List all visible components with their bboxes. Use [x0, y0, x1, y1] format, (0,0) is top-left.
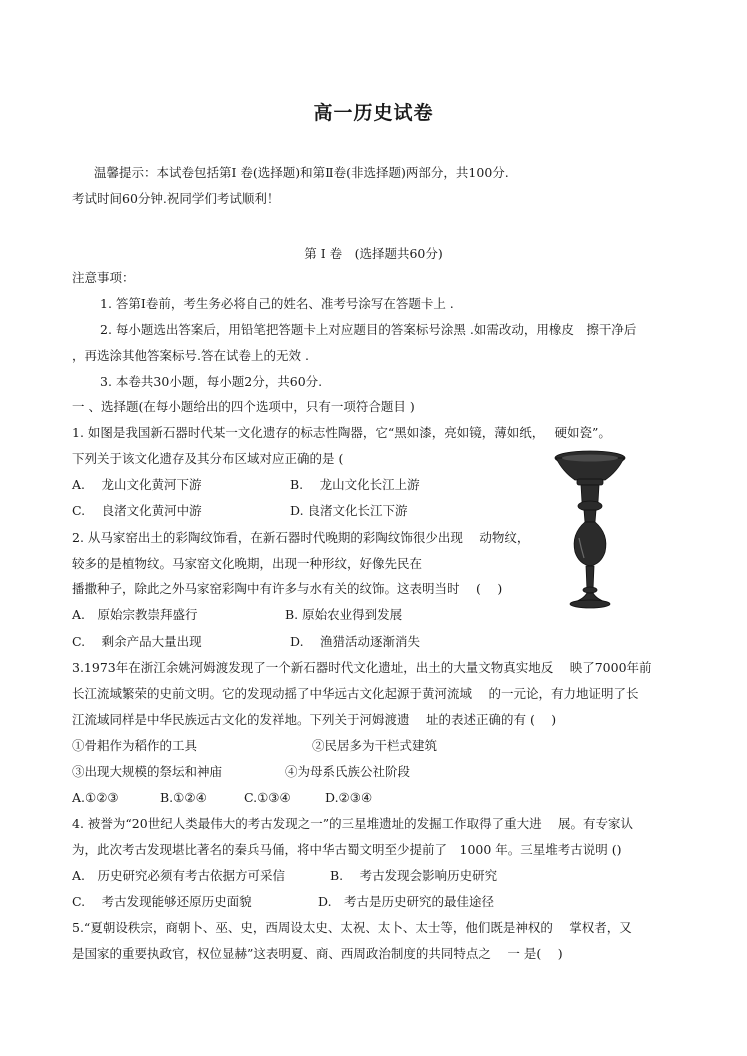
question-3-option-b: B.①②④	[160, 790, 207, 805]
note-2: 2. 每小题选出答案后，用铅笔把答题卡上对应题目的答案标号涂黑 .如需改动，用橡皮 擦干净后	[100, 322, 637, 337]
note-3: 3. 本卷共30小题，每小题2分，共60分.	[100, 374, 323, 389]
question-1-stem-cont: 下列关于该文化遗存及其分布区域对应正确的是 (	[72, 451, 344, 466]
question-1-option-d: D. 良渚文化长江下游	[290, 503, 408, 518]
question-2-option-b: B. 原始农业得到发展	[285, 607, 403, 622]
question-1-option-a: A. 龙山文化黄河下游	[72, 477, 202, 492]
note-2-cont: ，再选涂其他答案标号.答在试卷上的无效 .	[72, 348, 309, 363]
black-pottery-goblet-icon	[553, 448, 627, 610]
note-1: 1. 答第Ⅰ卷前，考生务必将自己的姓名、准考号涂写在答题卡上 .	[100, 296, 454, 311]
question-4-option-c: C. 考古发现能够还原历史面貌	[72, 894, 252, 909]
question-4-option-b: B. 考古发现会影响历史研究	[330, 868, 498, 883]
question-2-option-c: C. 剩余产品大量出现	[72, 634, 202, 649]
question-3-option-a: A.①②③	[72, 790, 119, 805]
question-4-option-a: A. 历史研究必须有考古依据方可采信	[72, 868, 286, 883]
question-3-option-c: C.①③④	[244, 790, 291, 805]
question-1-option-b: B. 龙山文化长江上游	[290, 477, 420, 492]
question-1-option-c: C. 良渚文化黄河中游	[72, 503, 202, 518]
question-3-stem-cont-1: 长江流域繁荣的史前文明。它的发现动摇了中华远古文化起源于黄河流域 的一元论，有力地证明了长	[72, 686, 639, 701]
question-2-stem-cont-2: 播撒种子，除此之外马家窑彩陶中有许多与水有关的纹饰。这表明当时 ( )	[72, 581, 503, 596]
question-3-statement-4: ④为母系氏族公社阶段	[285, 764, 411, 779]
question-2-stem-cont-1: 较多的是植物纹。马家窑文化晚期，出现一种形纹，好像先民在	[72, 556, 423, 571]
question-4-option-d: D. 考古是历史研究的最佳途径	[318, 894, 495, 909]
section-heading: 第 Ⅰ 卷 (选择题共60分)	[304, 246, 443, 261]
question-3-statement-1: ①骨耜作为稻作的工具	[72, 738, 198, 753]
question-3-option-d: D.②③④	[325, 790, 373, 805]
question-2-stem: 2. 从马家窑出土的彩陶纹饰看，在新石器时代晚期的彩陶纹饰很少出现 动物纹，	[72, 530, 530, 545]
question-2-option-a: A. 原始宗教崇拜盛行	[72, 607, 198, 622]
intro-line-1: 温馨提示：本试卷包括第Ⅰ 卷(选择题)和第Ⅱ卷(非选择题)两部分，共100分.	[94, 165, 509, 180]
question-4-stem: 4. 被誉为“20世纪人类最伟大的考古发现之一”的三星堆遗址的发掘工作取得了重大进 展。有专家认	[72, 816, 634, 831]
question-5-stem-cont: 是国家的重要执政官，权位显赫”这表明夏、商、西周政治制度的共同特点之 一 是( )	[72, 946, 563, 961]
question-3-stem: 3.1973年在浙江余姚河姆渡发现了一个新石器时代文化遗址，出土的大量文物真实地反 映了7000年前	[72, 660, 652, 675]
question-5-stem: 5.“夏朝设秩宗，商朝卜、巫、史，西周设太史、太祝、太卜、太士等，他们既是神权的 掌权者，又	[72, 920, 632, 935]
question-3-statement-2: ②民居多为干栏式建筑	[312, 738, 438, 753]
part-heading: 一 、选择题(在每小题给出的四个选项中，只有一项符合题目 )	[72, 399, 415, 414]
question-1-stem: 1. 如图是我国新石器时代某一文化遗存的标志性陶器，它“黑如漆，亮如镜，薄如纸， 硬如瓷”。	[72, 425, 611, 440]
page-title: 高一历史试卷	[313, 102, 434, 124]
question-4-stem-cont: 为，此次考古发现堪比著名的秦兵马俑，将中华古蜀文明至少提前了 1000 年。三星堆考古说明 ()	[72, 842, 622, 857]
intro-line-2: 考试时间60分钟.祝同学们考试顺利！	[72, 191, 280, 206]
question-3-statement-3: ③出现大规模的祭坛和神庙	[72, 764, 223, 779]
question-2-option-d: D. 渔猎活动逐渐消失	[290, 634, 421, 649]
notice-label: 注意事项：	[72, 270, 135, 285]
question-3-stem-cont-2: 江流域同样是中华民族远古文化的发祥地。下列关于河姆渡遗 址的表述正确的有 ( )	[72, 712, 557, 727]
